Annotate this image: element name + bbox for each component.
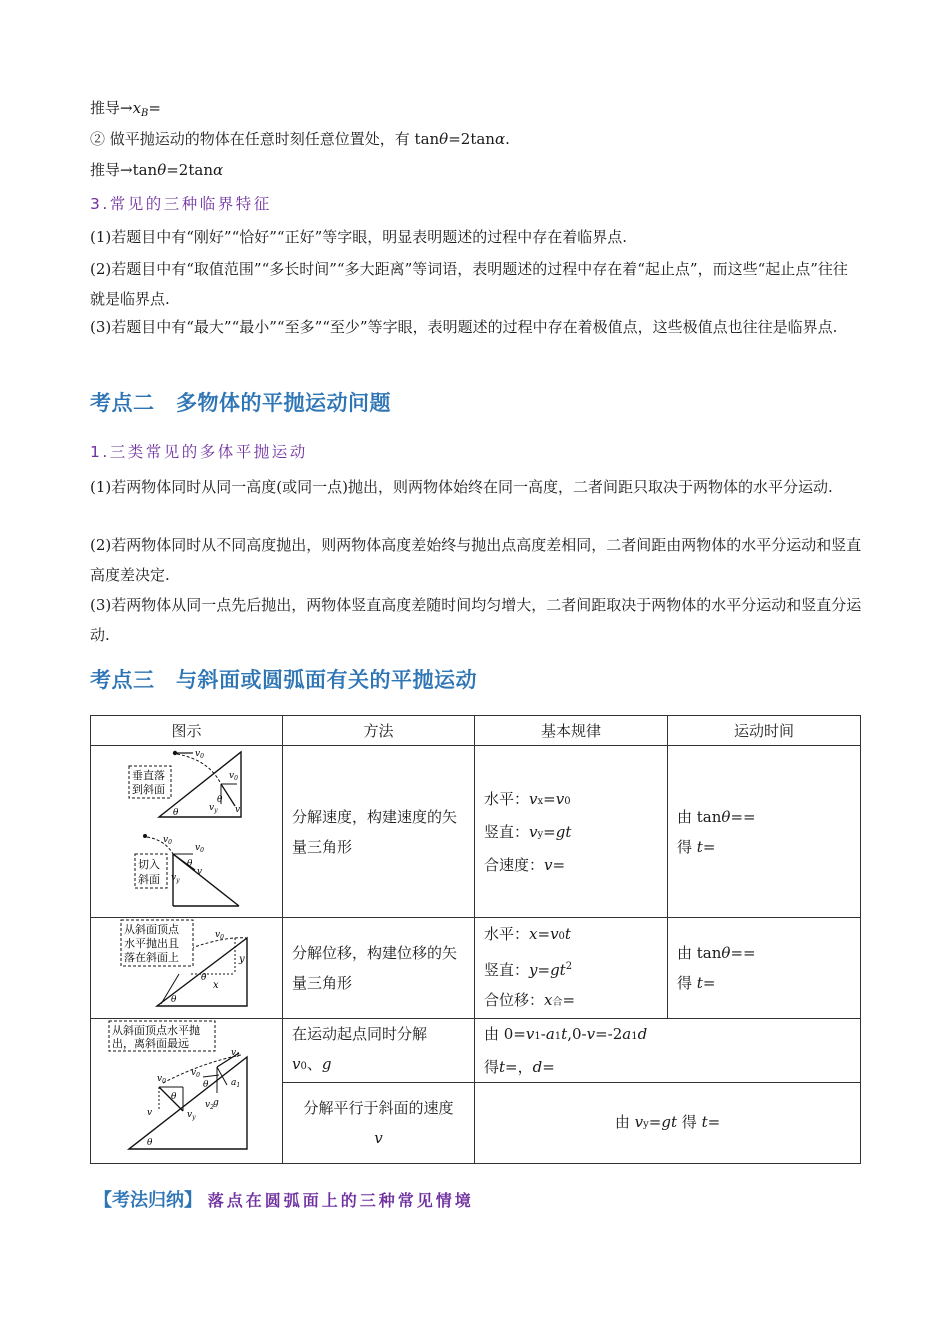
summary-line bbox=[94, 1186, 474, 1212]
label-g: g bbox=[213, 1098, 219, 1108]
label-v0: $v_0$ bbox=[163, 835, 172, 846]
law-horizontal: 水平：x=v0t bbox=[484, 924, 571, 943]
summary-tag: 【考法归纳】 bbox=[94, 1190, 202, 1211]
row3b-law: 由 vy=gt 得 t= bbox=[614, 1112, 721, 1131]
row3b-law-cell bbox=[475, 1083, 861, 1164]
label-x: x bbox=[213, 980, 219, 991]
point2-text: ② 做平抛运动的物体在任意时刻任意位置处，有 tan bbox=[90, 130, 440, 148]
label-v2: $v_2$ bbox=[205, 1100, 214, 1111]
law-resultant: 合位移：x合= bbox=[484, 990, 576, 1009]
alpha-symbol: α bbox=[494, 130, 506, 148]
row1-time: 由 tanθ== 得 t= bbox=[677, 807, 756, 856]
kaodian2-subtitle: 1.三类常见的多体平抛运动 bbox=[90, 443, 308, 461]
point2-line bbox=[90, 129, 510, 149]
kaodian2-p2: (2)若两物体同时从不同高度抛出，则两物体高度差始终与抛出点高度差相同，二者间距由两物体的水平分运动和竖直高度差决定. bbox=[90, 536, 862, 584]
label-v0: $v_0$ bbox=[157, 1074, 166, 1085]
kaodian2-p1: (1)若两物体同时从同一高度(或同一点)抛出，则两物体始终在同一高度，二者间距只取决于两物体的水平分运动. bbox=[90, 478, 833, 496]
label-v0c: $v_0$ bbox=[191, 1068, 200, 1079]
label-v: v bbox=[147, 1108, 153, 1118]
method-table bbox=[90, 715, 861, 1164]
label-line2: 水平抛出且 bbox=[124, 937, 179, 950]
label-theta-mid: θ bbox=[203, 1080, 209, 1090]
section3-p1: (1)若题目中有“刚好”“恰好”“正好”等字眼，明显表明题述的过程中存在着临界点. bbox=[90, 228, 628, 246]
section3-p2: (2)若题目中有“取值范围”“多长时间”“多大距离”等词语，表明题述的过程中存在着“起止点”，而这些“起止点”往往就是临界点. bbox=[90, 260, 848, 308]
label-line1: 从斜面顶点水平抛 bbox=[112, 1024, 200, 1037]
alpha-symbol: α bbox=[212, 161, 224, 179]
label-theta-base: θ bbox=[171, 995, 177, 1005]
row3b-method-cell bbox=[283, 1083, 475, 1164]
row1-method-cell bbox=[283, 746, 475, 918]
label-a2: 到斜面 bbox=[132, 783, 165, 796]
header-figure: 图示 bbox=[91, 716, 283, 746]
derive2-text: 推导→tan bbox=[90, 161, 158, 179]
label-theta-base: θ bbox=[173, 808, 179, 818]
kaodian2-p3: (3)若两物体从同一点先后抛出，两物体竖直高度差随时间均匀增大，二者间距取决于两物体的水平分运动和竖直分运动. bbox=[90, 596, 862, 644]
label-v0b: $v_0$ bbox=[195, 843, 204, 854]
label-v1: $v_1$ bbox=[231, 1048, 240, 1059]
header-method: 方法 bbox=[283, 716, 475, 746]
label-line3: 落在斜面上 bbox=[124, 951, 179, 964]
row2-time: 由 tanθ== 得 t= bbox=[677, 944, 756, 992]
a1-arrow bbox=[217, 1067, 227, 1085]
label-vy: $v_y$ bbox=[209, 803, 218, 814]
row3-figure-cell bbox=[91, 1019, 283, 1164]
label-theta: θ bbox=[187, 859, 193, 869]
label-line2: 出，离斜面最远 bbox=[112, 1037, 189, 1050]
label-vy: $v_y$ bbox=[187, 1110, 196, 1121]
row2-law-cell bbox=[475, 918, 668, 1019]
label-v0: $v_0$ bbox=[215, 930, 224, 941]
row1-method: 分解速度，构建速度的矢量三角形 bbox=[292, 807, 458, 856]
label-a1: 垂直落 bbox=[132, 769, 165, 782]
header-time: 运动时间 bbox=[668, 716, 861, 746]
row1-figure-cell bbox=[91, 746, 283, 918]
table-row bbox=[91, 1019, 861, 1083]
label-vy: $v_y$ bbox=[171, 873, 180, 884]
section3-title: 3.常见的三种临界特征 bbox=[90, 195, 272, 213]
derive-prefix: 推导→ bbox=[90, 99, 133, 117]
label-v0b: $v_0$ bbox=[229, 771, 238, 782]
table-header-row bbox=[91, 716, 861, 746]
law-horizontal: 水平：vx=v0 bbox=[484, 789, 571, 808]
table-row bbox=[91, 746, 861, 918]
label-a1: $a_1$ bbox=[231, 1078, 241, 1089]
point2-mid: =2tan bbox=[448, 130, 495, 148]
var-x: x bbox=[132, 99, 142, 117]
row3a-law-cell bbox=[475, 1019, 861, 1083]
header-law: 基本规律 bbox=[475, 716, 668, 746]
row1-time-cell bbox=[668, 746, 861, 918]
row3a-method-cell bbox=[283, 1019, 475, 1083]
kaodian2-heading: 考点二 多物体的平抛运动问题 bbox=[90, 391, 391, 415]
law-vertical: 竖直：vy=gt bbox=[484, 822, 572, 841]
label-v0: $v_0$ bbox=[195, 749, 204, 760]
row2-figure-cell bbox=[91, 918, 283, 1019]
perpendicular-landing-diagram bbox=[127, 747, 245, 819]
label-theta: θ bbox=[171, 1092, 177, 1102]
row2-time-cell bbox=[668, 918, 861, 1019]
ball bbox=[143, 834, 147, 838]
row1-law-cell bbox=[475, 746, 668, 918]
law-vertical: 竖直：$y=gt^2$ bbox=[484, 960, 573, 979]
row3a-method: 在运动起点同时分解 v0、g bbox=[292, 1025, 428, 1073]
row2-diagram bbox=[91, 918, 281, 1014]
label-line1: 从斜面顶点 bbox=[124, 923, 179, 936]
table-row bbox=[91, 918, 861, 1019]
row1-diagram bbox=[91, 746, 281, 913]
derive2-mid: =2tan bbox=[166, 161, 213, 179]
label-b1: 切入 bbox=[138, 858, 160, 871]
derive2-line bbox=[90, 160, 223, 180]
label-b2: 斜面 bbox=[138, 873, 160, 886]
theta-symbol: θ bbox=[157, 161, 167, 179]
kaodian3-heading: 考点三 与斜面或圆弧面有关的平抛运动 bbox=[90, 668, 477, 692]
label-v: v bbox=[197, 867, 203, 877]
label-theta-base: θ bbox=[147, 1138, 153, 1148]
label-theta: θ bbox=[201, 973, 207, 983]
label-y: y bbox=[239, 954, 245, 965]
summary-desc: 落点在圆弧面上的三种常见情境 bbox=[207, 1191, 474, 1210]
tangent-entry-diagram bbox=[135, 834, 241, 906]
derive-xb-line bbox=[90, 98, 161, 124]
ball bbox=[173, 751, 177, 755]
row2-method-cell bbox=[283, 918, 475, 1019]
law-resultant: 合速度：v= bbox=[484, 855, 566, 874]
label-theta: θ bbox=[217, 795, 223, 805]
section3-p3: (3)若题目中有“最大”“最小”“至多”“至少”等字眼，表明题述的过程中存在着极值点，这些极值点也往往是临界点. bbox=[90, 318, 838, 336]
row2-law bbox=[475, 919, 667, 1018]
row1-law bbox=[475, 784, 667, 880]
equals: = bbox=[148, 99, 161, 117]
row3-diagram bbox=[91, 1019, 281, 1159]
sub-b: B bbox=[141, 108, 149, 119]
point2-end: . bbox=[505, 130, 510, 148]
row3a-law: 由 0=v1-a1t,0-v=-2a1d 得t=，d= bbox=[484, 1025, 648, 1076]
label-v: v bbox=[235, 805, 241, 815]
row3b-method: 分解平行于斜面的速度 v bbox=[303, 1099, 454, 1148]
row2-method: 分解位移，构建位移的矢量三角形 bbox=[292, 944, 458, 992]
theta-symbol: θ bbox=[439, 130, 449, 148]
